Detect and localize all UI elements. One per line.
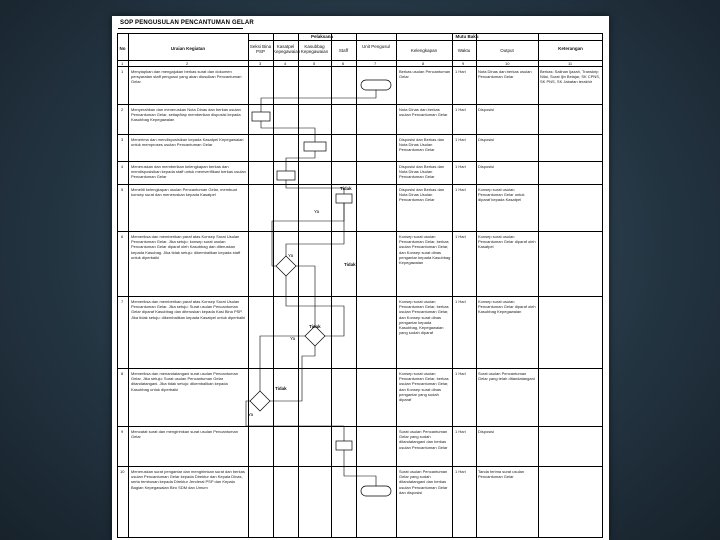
row-keterangan: Berkas: Salinan Ijazah, Transkrip Nilai, Surat Ijin Belajar, SK CPNS, SK PNS, SK Jabatan terakhir xyxy=(540,69,601,85)
row-uraian: Meneliti kelengkapan usulan Pencantuman Gelar, membuat konsep surat dan meneruskan kepada Kasatpel xyxy=(131,187,237,198)
row-waktu: 1 Hari xyxy=(455,164,466,169)
header-no: No xyxy=(119,46,126,51)
flow-connector xyxy=(296,266,315,326)
row-output: Konsep surat usulan Pencantuman Gelar diparaf oleh Kasatpel xyxy=(478,234,536,250)
row-number: 8 xyxy=(121,371,124,376)
row-kelengkapan: Surat usulan Pencantuman Gelar yang sudah ditandatangani dan berkas usulan Pencantuman Gelar xyxy=(399,429,448,450)
header-kelengkapan: Kelengkapan xyxy=(410,48,438,53)
flow-decision-kasubag xyxy=(305,326,325,346)
header-pelaksana: Pelaksana xyxy=(310,34,334,39)
row-uraian: Mencatat surat dan mengirimkan surat usulan Pencantuman Gelar xyxy=(131,429,238,440)
header-mutu-baku: Mutu Baku xyxy=(455,34,479,39)
flowchart xyxy=(112,16,609,540)
row-number: 10 xyxy=(120,469,125,474)
row-waktu: 1 Hari xyxy=(455,187,466,192)
row-output: Disposisi xyxy=(478,137,495,142)
flow-process-staff xyxy=(336,194,352,203)
row-waktu: 1 Hari xyxy=(455,107,466,112)
row-uraian: Menyerahkan dan meneruskan Nota Dinas dan berkas usulan Pencantuman Gelar, setiap/tiap memberikan disposisi kepada Kasubbag Kepegawaian xyxy=(131,107,241,123)
row-kelengkapan: Disposisi dan Berkas dan Nota Dinas Usulan Pencantuman Gelar xyxy=(399,187,445,203)
flow-decision-kasatpel xyxy=(276,256,296,276)
flow-process-kasubag xyxy=(304,142,326,151)
row-number: 6 xyxy=(121,234,124,239)
row-number: 2 xyxy=(121,107,124,112)
row-waktu: 1 Hari xyxy=(455,371,466,376)
col-number: 9 xyxy=(462,61,465,66)
flow-label-tidak: Tidak xyxy=(340,186,352,191)
flow-connector xyxy=(344,450,376,486)
row-uraian: Menyiapkan dan mengajukan berkas surat dan dokumen persyaratan staff pengusul yang akan diusulkan Pencantuman Gelar xyxy=(131,69,242,85)
row-waktu: 1 Hari xyxy=(455,234,466,239)
flow-decision-kasi xyxy=(250,391,270,411)
flow-connector xyxy=(286,151,315,171)
flow-process-kasatpel xyxy=(277,171,295,180)
row-output: Tanda terima surat usulan Pencantuman Gelar xyxy=(478,469,525,480)
col-number: 4 xyxy=(284,61,287,66)
col-number: 1 xyxy=(121,61,124,66)
flow-connector xyxy=(261,121,315,142)
row-output: Disposisi xyxy=(478,107,495,112)
col-number: 6 xyxy=(342,61,345,66)
header-output: Output xyxy=(500,48,514,53)
flow-connector xyxy=(272,203,344,266)
header-staff: Staff xyxy=(338,48,349,53)
row-waktu: 1 Hari xyxy=(455,429,466,434)
row-kelengkapan: Surat usulan Pencantuman Gelar yang sudah ditandatangani dan berkas usulan Pencantuman Gelar dan disposisi xyxy=(399,469,448,495)
flow-label-ya: Ya xyxy=(288,253,294,258)
header-waktu: Waktu xyxy=(457,48,471,53)
row-uraian: Memeriksa dan memberikan paraf atas Konsep Surat Usulan Pencantuman Gelar. Jika setuju: Surat usulan Pencantuman Gelar diparaf Kasubbag dan diteruskan kepada Kasi Bina PSP. Jika tidak setuju: dikembalikan kepada Kasatpel untuk diperbaiki xyxy=(131,299,246,320)
row-number: 5 xyxy=(121,187,124,192)
flow-connector xyxy=(261,90,376,112)
flow-start-terminator xyxy=(361,80,391,90)
flow-end-terminator xyxy=(361,486,391,496)
row-number: 4 xyxy=(121,164,124,169)
flow-connector xyxy=(270,346,315,401)
col-number: 2 xyxy=(186,61,189,66)
row-output: Disposisi xyxy=(478,164,495,169)
col-number: 10 xyxy=(505,61,510,66)
header-keterangan: Keterangan xyxy=(558,46,583,51)
row-kelengkapan: Konsep surat usulan Pencantuman Gelar, berkas usulan Pencantuman Gelar, dan Konsep surat dinas pengantar kepada Kasubbag, Kepegawaian yang sudah diparaf xyxy=(399,299,449,336)
flow-label-tidak: Tidak xyxy=(309,324,321,329)
header-kasubag: Kasubbag Kepegawaian xyxy=(300,44,329,54)
header-kasatpel: Kasatpel Kepegawaian xyxy=(273,44,301,54)
col-number: 5 xyxy=(313,61,316,66)
header-uraian: Uraian Kegiatan xyxy=(170,46,206,51)
row-uraian: Meneruskan dan memberikan kelengkapan berkas dan mendisposisikan kepada staff untuk memverifikasi berkas usulan Pencantuman Gelar xyxy=(131,164,246,180)
row-kelengkapan: Berkas usulan Pencantuman Gelar xyxy=(399,69,451,80)
flow-label-tidak: Tidak xyxy=(344,262,356,267)
row-number: 1 xyxy=(121,69,124,74)
flow-connector xyxy=(260,336,305,391)
row-output: Surat usulan Pencantuman Gelar yang telah ditandatangani xyxy=(478,371,535,382)
row-output: Disposisi xyxy=(478,429,495,434)
flow-process-kasi xyxy=(252,112,270,121)
row-kelengkapan: Disposisi dan Berkas dan Nota Dinas Usulan Pencantuman Gelar xyxy=(399,164,445,180)
col-number: 3 xyxy=(259,61,262,66)
row-output: Konsep surat usulan Pencantuman Gelar untuk diparaf kepada Kasatpel xyxy=(478,187,525,203)
row-kelengkapan: Konsep surat usulan Pencantuman Gelar, berkas usulan Pencantuman Gelar, dan Konsep surat dinas pengantar kepada Kasubbag Kepegawaian xyxy=(399,234,451,266)
row-waktu: 1 Hari xyxy=(455,299,466,304)
row-waktu: 1 Hari xyxy=(455,69,466,74)
row-waktu: 1 Hari xyxy=(455,137,466,142)
row-kelengkapan: Disposisi dan Berkas dan Nota Dinas Usulan Pencantuman Gelar xyxy=(399,137,445,153)
row-output: Konsep surat usulan Pencantuman Gelar diparaf oleh Kasubbag Kepegawaian xyxy=(478,299,536,315)
document-title: SOP PENGUSULAN PENCANTUMAN GELAR xyxy=(120,20,254,26)
row-kelengkapan: Konsep surat usulan Pencantuman Gelar, berkas usulan Pencantuman Gelar, dan Konsep surat dinas pengantar yang sudah diparaf xyxy=(399,371,449,403)
row-number: 3 xyxy=(121,137,124,142)
col-number: 7 xyxy=(374,61,377,66)
row-uraian: Meneruskan surat pengantar dan mengirimkan surat dan berkas usulan Pencantuman Gelar kepada Direktur dan Kepala Dinas, serta tembusan kepada Direktur Jenderal PSP dan Kepala Bagian Kepegawaian Biro SDM dan Umum xyxy=(131,469,245,490)
flow-label-ya: Ya xyxy=(290,336,296,341)
row-number: 7 xyxy=(121,299,124,304)
sop-document xyxy=(112,16,609,540)
row-uraian: Menerima dan mendisposisikan kepada Kasatpel Kepegawaian untuk memproses usulan Pencantuman Gelar xyxy=(131,137,244,148)
flow-label-tidak: Tidak xyxy=(275,386,287,391)
row-number: 9 xyxy=(121,429,124,434)
col-number: 8 xyxy=(422,61,425,66)
flow-connector xyxy=(286,180,344,194)
row-waktu: 1 Hari xyxy=(455,469,466,474)
header-seksi: Seksi Bina PSP xyxy=(249,44,272,54)
row-uraian: Memeriksa dan memberikan paraf atas Konsep Surat Usulan Pencantuman Gelar. Jika setuju: konsep surat usulan Pencantuman Gelar diparaf oleh Kasubbag dan diteruskan kepada Kasubag. Jika tidak setuju: dikembalikan kepada staff untuk diperbaiki xyxy=(131,234,241,260)
row-kelengkapan: Nota Dinas dan berkas usulan Pencantuman Gelar xyxy=(399,107,448,118)
col-number: 11 xyxy=(568,61,573,66)
header-unit: Unit Pengusul xyxy=(361,44,391,49)
flow-label-ya: Ya xyxy=(248,412,254,417)
row-uraian: Memeriksa dan menandatangani surat usulan Pencantuman Gelar. Jika setuju: Surat usulan Pencantuman Gelar ditandatangani. Jika tidak setuju: dikembalikan kepada Kasubbag untuk diperbaiki xyxy=(131,371,238,392)
flow-process-send xyxy=(336,441,352,450)
flow-label-ya: Ya xyxy=(314,209,320,214)
row-output: Nota Dinas dan berkas usulan Pencantuman Gelar xyxy=(478,69,532,80)
